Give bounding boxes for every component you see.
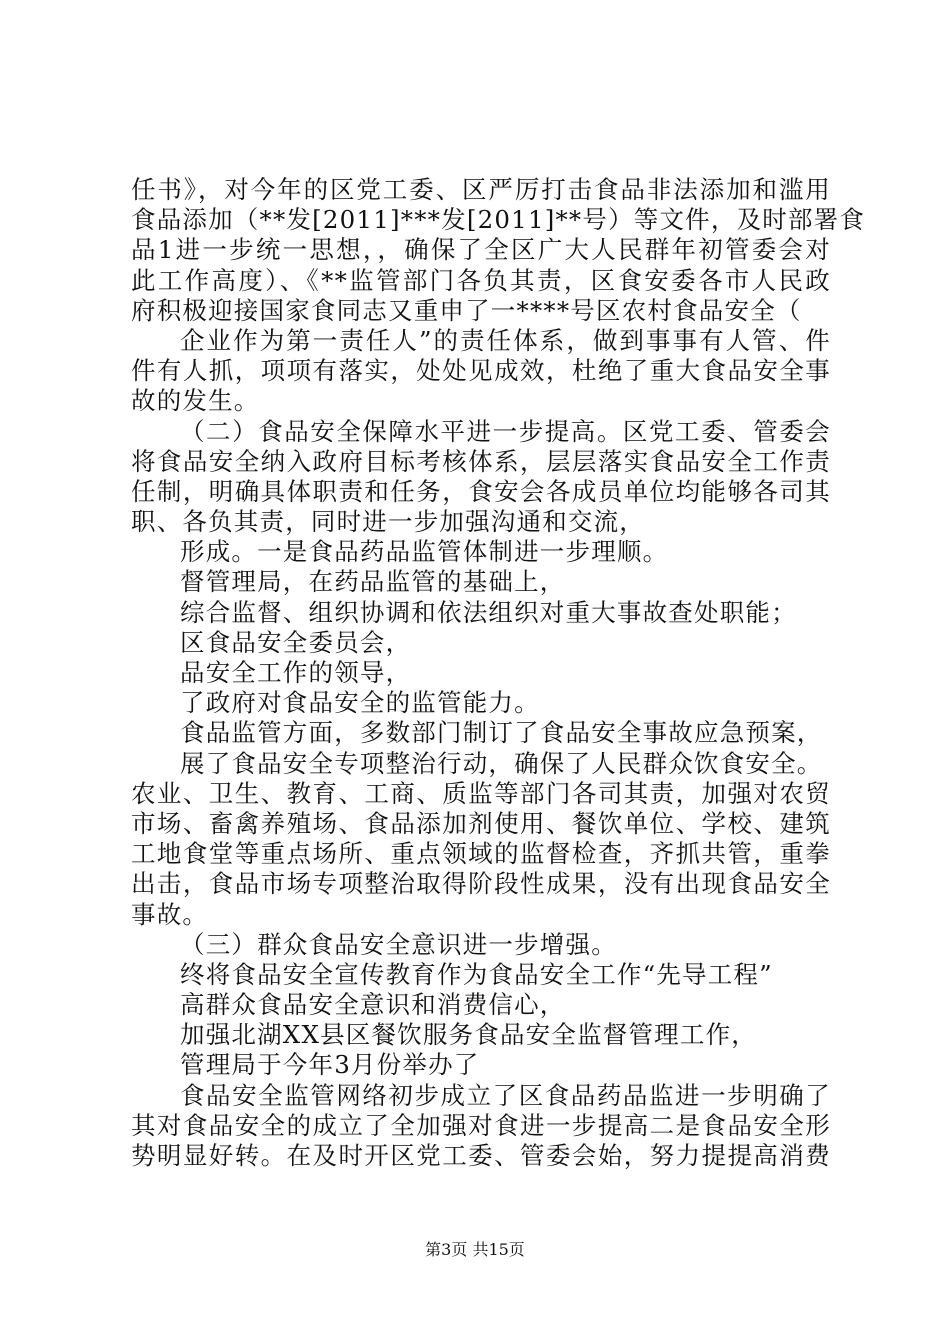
text-line: 其对食品安全的成立了全加强对食进一步提高二是食品安全形 [131,1110,831,1140]
text-line: 农业、卫生、教育、工商、质监等部门各司其责，加强对农贸 [131,778,831,808]
text-line: 综合监督、组织协调和依法组织对重大事故查处职能； [180,597,797,627]
text-line: 了政府对食品安全的监管能力。 [180,688,540,718]
text-line: 出击，食品市场专项整治取得阶段性成果，没有出现食品安全 [131,869,831,899]
document-body [131,175,866,1171]
text-line: 事故。 [131,899,209,929]
text-line: 高群众食品安全意识和消费信心， [180,990,566,1020]
text-line: （二）食品安全保障水平进一步提高。区党工委、管委会 [180,416,831,446]
text-line: 件有人抓，项项有落实，处处见成效，杜绝了重大食品安全事 [131,356,831,386]
text-line: 职、各负其责，同时进一步加强沟通和交流， [131,507,645,537]
text-line: 品1进一步统一思想，，确保了全区广大人民群年初管委会对 [131,235,831,265]
text-line: 任制，明确具体职责和任务，食安会各成员单位均能够各司其 [131,476,831,506]
text-line: 将食品安全纳入政府目标考核体系，层层落实食品安全工作责 [131,446,831,476]
text-line: 展了食品安全专项整治行动，确保了人民群众饮食安全。 [180,748,823,778]
text-line: 品安全工作的领导， [180,658,412,687]
text-line: 督管理局，在药品监管的基础上， [180,567,566,597]
text-line: 形成。一是食品药品监管体制进一步理顺。 [180,537,669,567]
text-line: 任书》，对今年的区党工委、区严厉打击食品非法添加和滥用 [131,175,831,204]
page-footer: 第3页 共15页 [425,1240,525,1259]
text-line: 此工作高度）、《**监管部门各负其责，区食安委各市人民政 [131,265,831,295]
text-line: 食品监管方面，多数部门制订了食品安全事故应急预案， [180,718,823,748]
text-line: 管理局于今年3月份举办了 [180,1050,480,1080]
text-line: （三）群众食品安全意识进一步增强。 [180,929,617,959]
text-line: 企业作为第一责任人”的责任体系，做到事事有人管、件 [180,325,831,355]
text-line: 终将食品安全宣传教育作为食品安全工作“先导工程” [180,959,773,989]
text-line: 势明显好转。在及时开区党工委、管委会始，努力提提高消费 [131,1141,831,1170]
text-line: 市场、畜禽养殖场、食品添加剂使用、餐饮单位、学校、建筑 [131,808,831,838]
text-line: 食品添加（**发[2011]***发[2011]**号）等文件，及时部署食 [131,205,866,235]
text-line: 府积极迎接国家食同志又重申了一****号区农村食品安全（ [131,295,802,325]
text-line: 区食品安全委员会， [180,627,412,657]
text-line: 加强北湖XX县区餐饮服务食品安全监督管理工作， [180,1020,757,1050]
text-line: 工地食堂等重点场所、重点领域的监督检查，齐抓共管，重拳 [131,839,831,869]
text-line: 食品安全监管网络初步成立了区食品药品监进一步明确了 [180,1080,831,1110]
text-line: 故的发生。 [131,386,260,416]
